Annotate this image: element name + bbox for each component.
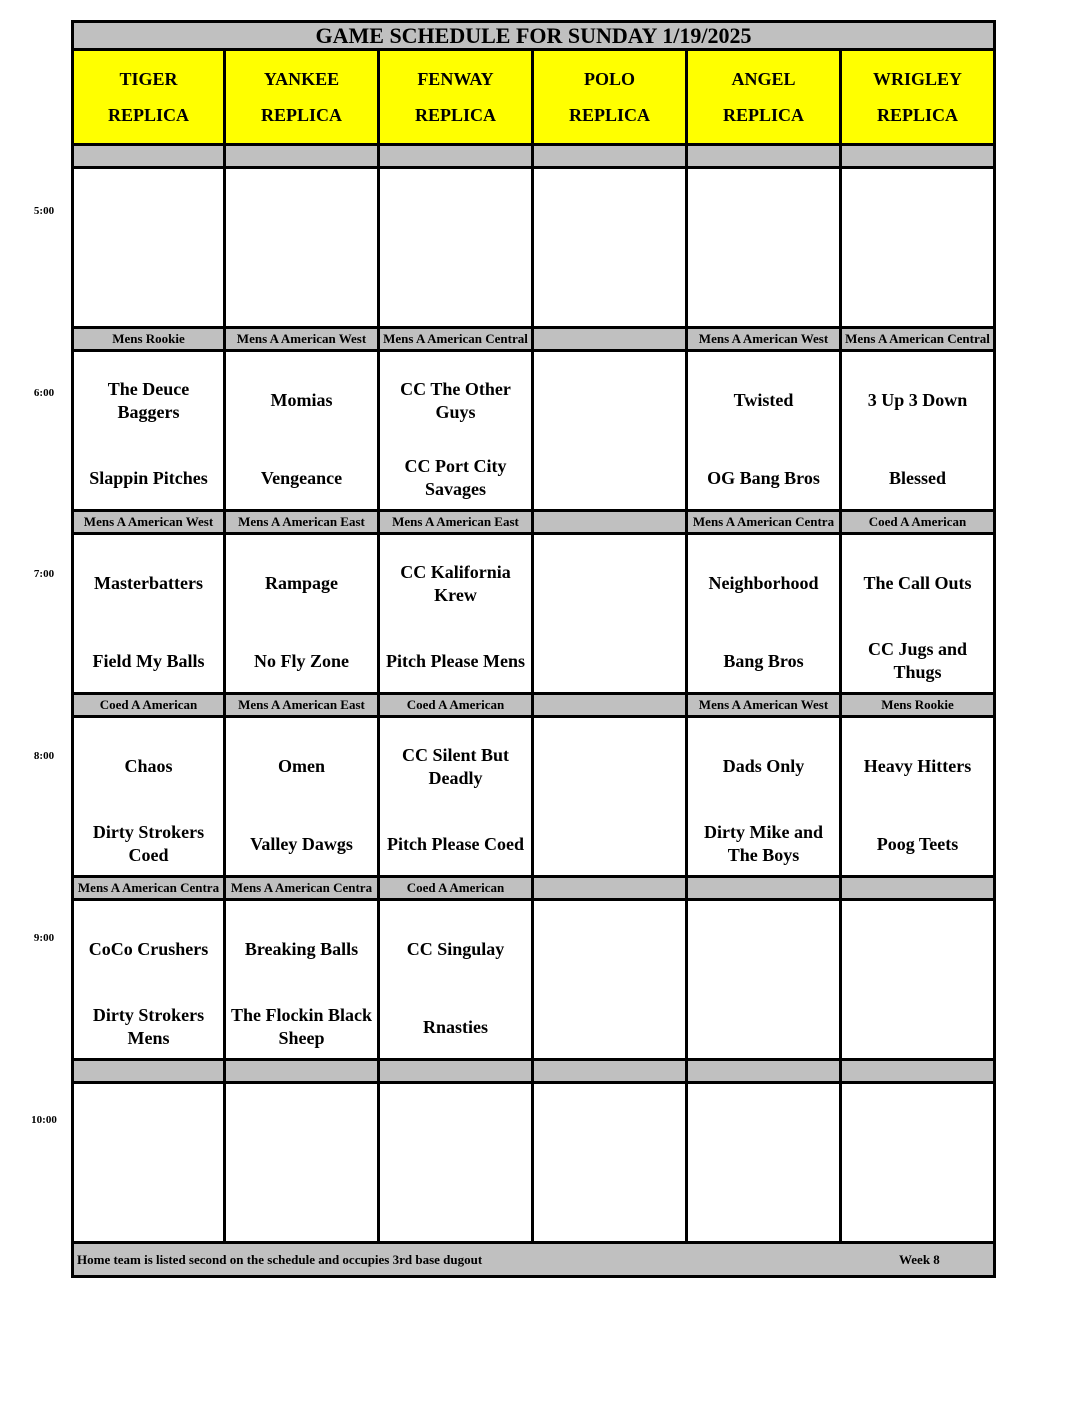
home-team: OG Bang Bros [707,467,820,488]
away-team [226,187,377,249]
game-cell [71,535,226,695]
away-team [226,1102,377,1164]
division-label [226,1061,380,1084]
home-team: Dirty Mike and The Boys [704,822,823,866]
home-team: The Flockin Black Sheep [230,1005,373,1049]
division-row [71,695,996,718]
game-cell [534,169,688,329]
game-row [71,535,996,695]
division-label [688,1061,842,1084]
home-team: Pitch Please Coed [387,833,524,854]
field-name: FENWAY [417,68,494,89]
away-team [534,187,685,249]
away-team [534,370,685,432]
home-team: Field My Balls [92,650,205,671]
away-team [74,187,223,249]
game-row [71,901,996,1061]
away-team: Neighborhood [708,573,819,594]
division-row [71,512,996,535]
home-team [534,631,685,693]
field-name: TIGER [119,68,178,89]
field-subtitle: REPLICA [414,104,496,125]
division-label: Coed A American [71,695,226,718]
home-team: Bang Bros [723,650,804,671]
field-name: POLO [583,68,635,89]
away-team [534,736,685,798]
time-label: 10:00 [31,1114,57,1126]
division-label: Coed A American [380,878,534,901]
field-header-1 [226,51,380,146]
game-row [71,1084,996,1244]
division-label: Mens Rookie [842,695,996,718]
away-team [380,1102,531,1164]
away-team [380,187,531,249]
game-cell [380,352,534,512]
home-team [534,448,685,510]
home-team [226,265,377,327]
division-row [71,146,996,169]
division-label: Mens A American Centra [688,512,842,535]
away-team: The Call Outs [863,573,972,594]
game-cell [688,718,842,878]
game-cell [688,1084,842,1244]
home-team [226,1180,377,1242]
field-subtitle: REPLICA [568,104,650,125]
division-label [534,1061,688,1084]
schedule-sheet [71,20,996,1278]
away-team: Twisted [733,390,794,411]
game-cell [534,352,688,512]
game-cell [842,718,996,878]
field-header-0 [71,51,226,146]
away-team [534,1102,685,1164]
time-label: 8:00 [33,750,55,762]
field-subtitle: REPLICA [107,104,189,125]
away-team: Momias [270,390,333,411]
division-label [380,1061,534,1084]
away-team: Omen [278,756,325,777]
game-cell [688,901,842,1061]
division-row [71,1061,996,1084]
home-team: Rnasties [422,1016,488,1037]
away-team: The Deuce Baggers [107,378,190,422]
home-team: Valley Dawgs [250,833,353,854]
page-title: GAME SCHEDULE FOR SUNDAY 1/19/2025 [71,20,996,51]
division-label: Mens A American West [226,329,380,352]
division-label [71,1061,226,1084]
time-label: 7:00 [33,568,55,580]
time-slots [71,146,996,1244]
game-cell [71,1084,226,1244]
time-label: 9:00 [33,932,55,944]
game-cell [226,352,380,512]
home-team [842,1180,993,1242]
division-label [534,878,688,901]
home-team [534,814,685,876]
division-label [534,146,688,169]
game-cell [842,901,996,1061]
game-cell [534,1084,688,1244]
home-team: Slappin Pitches [89,467,208,488]
game-cell [380,1084,534,1244]
game-cell [71,352,226,512]
field-header-5 [842,51,996,146]
away-team: Chaos [124,756,173,777]
field-name: WRIGLEY [872,68,962,89]
away-team: Heavy Hitters [863,756,972,777]
away-team: Masterbatters [94,573,203,594]
game-cell [534,535,688,695]
game-cell [226,901,380,1061]
game-cell [688,352,842,512]
home-team: Dirty Strokers Mens [92,1005,205,1049]
away-team [842,1102,993,1164]
division-label [380,146,534,169]
home-team [842,265,993,327]
home-team: Pitch Please Mens [386,650,525,671]
division-label [842,146,996,169]
division-label [688,146,842,169]
game-cell [71,901,226,1061]
game-cell [842,1084,996,1244]
game-cell [688,535,842,695]
division-label: Mens A American West [688,329,842,352]
game-cell [71,169,226,329]
game-cell [534,901,688,1061]
field-name: ANGEL [731,68,796,89]
game-cell [380,535,534,695]
field-name: YANKEE [263,68,340,89]
away-team: Breaking Balls [244,939,359,960]
division-label: Mens A American Central [380,329,534,352]
away-team [534,553,685,615]
division-label: Coed A American [842,512,996,535]
away-team [842,187,993,249]
home-team [534,997,685,1059]
away-team: CC Silent But Deadly [401,744,509,788]
game-cell [380,169,534,329]
home-team [688,265,839,327]
home-team: Poog Teets [876,833,959,854]
home-team: CC Port City Savages [404,456,507,500]
division-row [71,878,996,901]
field-subtitle: REPLICA [876,104,958,125]
division-label: Mens A American Centra [71,878,226,901]
division-label: Coed A American [380,695,534,718]
home-team-note: Home team is listed second on the schedule and occupies 3rd base dugout [77,1252,483,1267]
away-team: 3 Up 3 Down [867,390,968,411]
game-row [71,352,996,512]
away-team [688,187,839,249]
game-cell [226,718,380,878]
field-header-2 [380,51,534,146]
division-label: Mens A American East [226,695,380,718]
field-header-4 [688,51,842,146]
away-team: Rampage [265,573,338,594]
game-row [71,169,996,329]
home-team [380,1180,531,1242]
away-team: Dads Only [722,756,805,777]
away-team [688,1102,839,1164]
division-label: Mens A American East [226,512,380,535]
away-team [688,919,839,981]
home-team [380,265,531,327]
field-subtitle: REPLICA [722,104,804,125]
division-label: Mens A American West [71,512,226,535]
home-team [534,1180,685,1242]
footer-bar [71,1244,996,1278]
away-team [74,1102,223,1164]
division-label [842,1061,996,1084]
away-team [842,919,993,981]
game-cell [226,535,380,695]
game-cell [380,718,534,878]
division-label: Mens Rookie [71,329,226,352]
division-row [71,329,996,352]
division-label: Mens A American West [688,695,842,718]
home-team [74,1180,223,1242]
game-cell [842,169,996,329]
game-cell [534,718,688,878]
home-team [688,997,839,1059]
game-cell [226,169,380,329]
game-cell [71,718,226,878]
game-row [71,718,996,878]
home-team [74,265,223,327]
home-team: CC Jugs and Thugs [867,639,968,683]
division-label: Mens A American Centra [226,878,380,901]
field-header-3 [534,51,688,146]
away-team: CoCo Crushers [88,939,209,960]
division-label [534,329,688,352]
game-cell [842,352,996,512]
division-label: Mens A American Central [842,329,996,352]
home-team: No Fly Zone [253,650,349,671]
division-label: Mens A American East [380,512,534,535]
away-team: CC Singulay [406,939,505,960]
away-team: CC The Other Guys [400,378,511,422]
game-cell [226,1084,380,1244]
home-team [688,1180,839,1242]
away-team: CC Kalifornia Krew [400,561,511,605]
home-team [534,265,685,327]
home-team: Blessed [888,467,946,488]
away-team [534,919,685,981]
division-label [534,512,688,535]
division-label [534,695,688,718]
home-team [842,997,993,1059]
time-label: 5:00 [33,205,55,217]
division-label [842,878,996,901]
time-label: 6:00 [33,387,55,399]
game-cell [842,535,996,695]
week-label: Week 8 [899,1252,940,1267]
home-team: Dirty Strokers Coed [92,822,205,866]
field-header-row [71,51,996,146]
division-label [226,146,380,169]
game-cell [380,901,534,1061]
home-team: Vengeance [260,467,343,488]
division-label [688,878,842,901]
game-cell [688,169,842,329]
division-label [71,146,226,169]
field-subtitle: REPLICA [260,104,342,125]
